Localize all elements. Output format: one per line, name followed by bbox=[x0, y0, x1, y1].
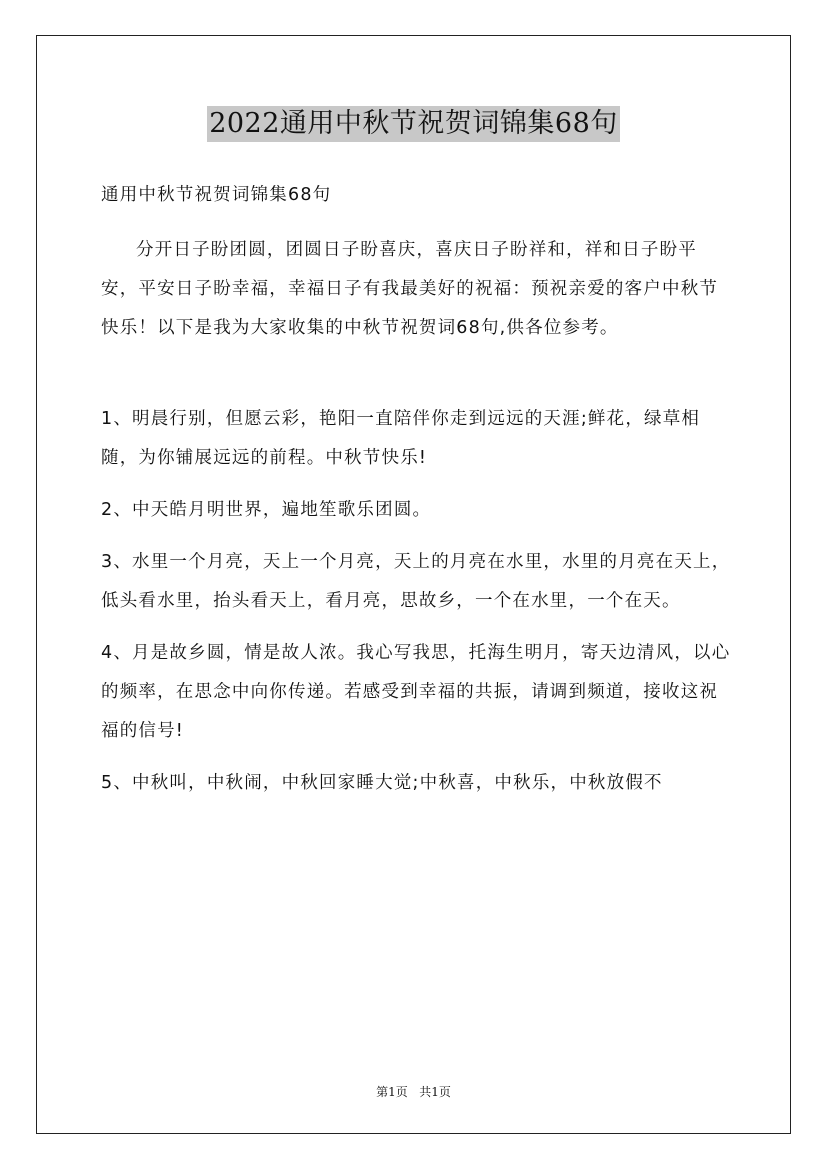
document-page bbox=[36, 35, 791, 1134]
document-subtitle: 通用中秋节祝贺词锦集68句 bbox=[101, 185, 332, 205]
list-item: 5、中秋叫，中秋闹，中秋回家睡大觉;中秋喜，中秋乐，中秋放假不 bbox=[101, 773, 663, 793]
page-number: 第1页 bbox=[376, 1085, 408, 1099]
paragraph-gap bbox=[101, 348, 731, 400]
list-item: 2、中天皓月明世界，遍地笙歌乐团圆。 bbox=[101, 500, 432, 520]
title-wrap bbox=[37, 106, 790, 142]
footer-spacer bbox=[408, 1085, 419, 1099]
list-item: 3、水里一个月亮，天上一个月亮，天上的月亮在水里，水里的月亮在天上，低头看水里，抬头看天上，看月亮，思故乡，一个在水里，一个在天。 bbox=[101, 552, 731, 611]
list-item: 1、明晨行别，但愿云彩，艳阳一直陪伴你走到远远的天涯;鲜花，绿草相随，为你铺展远远的前程。中秋节快乐! bbox=[101, 409, 701, 468]
page-total: 共1页 bbox=[419, 1085, 451, 1099]
page-footer bbox=[37, 1085, 790, 1099]
document-title: 2022通用中秋节祝贺词锦集68句 bbox=[207, 106, 620, 142]
intro-paragraph: 分开日子盼团圆，团圆日子盼喜庆，喜庆日子盼祥和，祥和日子盼平安，平安日子盼幸福，幸福日子有我最美好的祝福：预祝亲爱的客户中秋节快乐！以下是我为大家收集的中秋节祝贺词68句,供各位参考。 bbox=[101, 240, 719, 338]
document-body bbox=[101, 176, 731, 816]
list-item: 4、月是故乡圆，情是故人浓。我心写我思，托海生明月，寄天边清风，以心的频率，在思念中向你传递。若感受到幸福的共振，请调到频道，接收这祝福的信号! bbox=[101, 643, 731, 741]
